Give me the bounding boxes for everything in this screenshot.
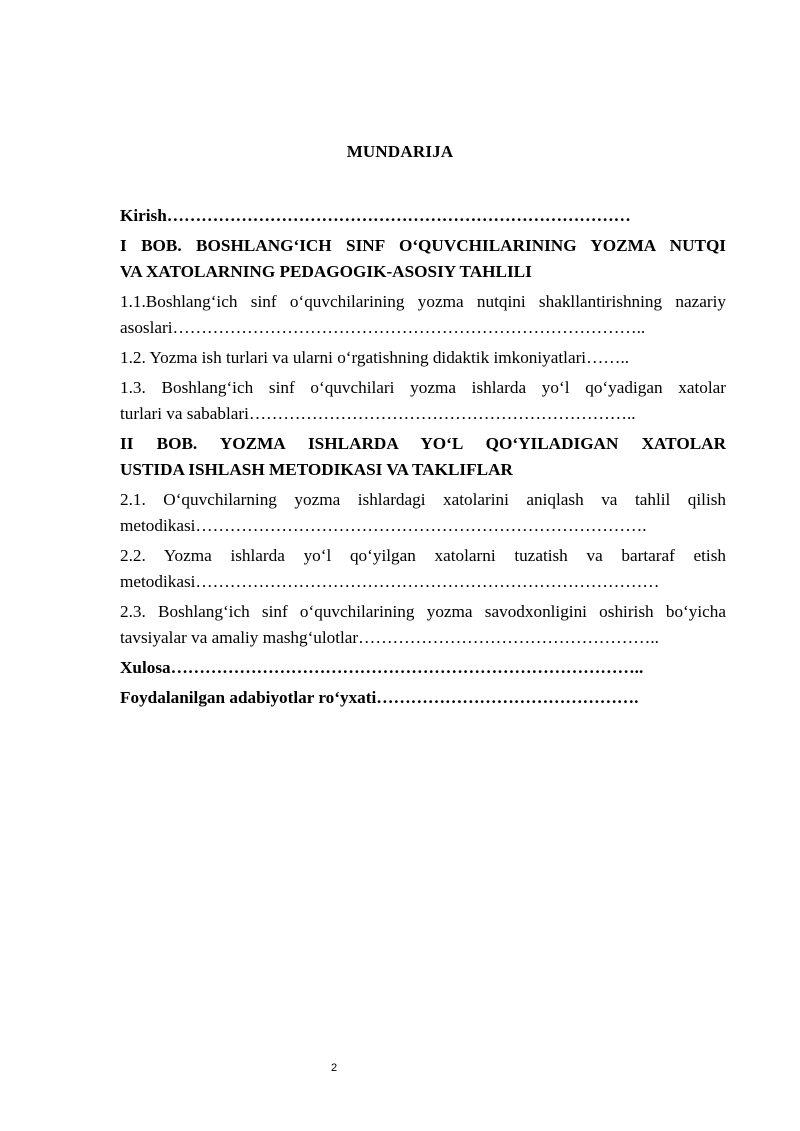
toc-entry-section-2-2 [120,543,726,595]
toc-entry-line: 2.3. Boshlang‘ich sinf o‘quvchilarining yozma savodxonligini oshirish bo‘yicha [120,602,726,621]
page-title: MUNDARIJA [346,142,454,161]
toc-entry-conclusion [120,655,726,681]
table-of-contents [120,203,726,715]
toc-entry-chapter-1 [120,233,726,285]
toc-entry-section-1-2 [120,345,726,371]
toc-entry-line: 1.1.Boshlang‘ich sinf o‘quvchilarining yozma nutqini shakllantirishning nazariy [120,292,726,311]
toc-entry-chapter-2 [120,431,726,483]
page-number: 2 [330,1062,338,1074]
toc-entry-line: VA XATOLARNING PEDAGOGIK-ASOSIY TAHLILI [120,262,532,281]
toc-entry-line: Foydalanilgan adabiyotlar ro‘yxati………………………………………. [120,688,639,707]
toc-entry-line: Xulosa……………………………………………………………………….. [120,658,644,677]
toc-entry-line: 1.3. Boshlang‘ich sinf o‘quvchilari yozma ishlarda yo‘l qo‘yadigan xatolar [120,378,726,397]
toc-entry-line: tavsiyalar va amaliy mashg‘ulotlar…………………………………………….. [120,628,659,647]
toc-entry-line: Kirish……………………………………………………………………… [120,206,631,225]
toc-entry-line: 1.2. Yozma ish turlari va ularni o‘rgatishning didaktik imkoniyatlari…….. [120,348,630,367]
toc-entry-line: turlari va sabablari………………………………………………………….. [120,404,636,423]
toc-entry-line: metodikasi……………………………………………………………………… [120,572,660,591]
toc-entry-line: USTIDA ISHLASH METODIKASI VA TAKLIFLAR [120,460,513,479]
toc-entry-section-2-1 [120,487,726,539]
toc-entry-line: metodikasi……………………………………………………………………. [120,516,647,535]
toc-entry-section-1-3 [120,375,726,427]
toc-entry-references [120,685,726,711]
toc-entry-line: 2.2. Yozma ishlarda yo‘l qo‘yilgan xatolarni tuzatish va bartaraf etish [120,546,726,565]
toc-entry-line: I BOB. BOSHLANG‘ICH SINF O‘QUVCHILARINING YOZMA NUTQI [120,236,726,255]
toc-entry-introduction [120,203,726,229]
toc-entry-section-1-1 [120,289,726,341]
toc-entry-line: asoslari……………………………………………………………………….. [120,318,646,337]
toc-entry-section-2-3 [120,599,726,651]
toc-entry-line: 2.1. O‘quvchilarning yozma ishlardagi xatolarini aniqlash va tahlil qilish [120,490,726,509]
toc-entry-line: II BOB. YOZMA ISHLARDA YO‘L QO‘YILADIGAN XATOLAR [120,434,726,453]
